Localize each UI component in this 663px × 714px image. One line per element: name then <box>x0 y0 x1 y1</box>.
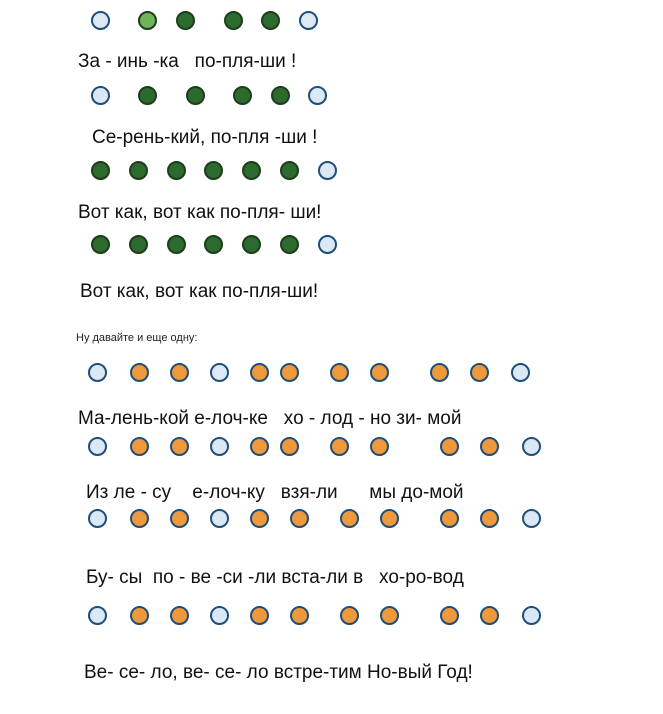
orange-circle-icon <box>340 606 359 625</box>
green-circle-icon <box>233 86 252 105</box>
orange-circle-icon <box>280 437 299 456</box>
orange-circle-icon <box>380 509 399 528</box>
lyric-line: За - инь -ка по-пля-ши ! <box>78 51 297 72</box>
orange-circle-icon <box>130 509 149 528</box>
light-circle-icon <box>522 509 541 528</box>
green-circle-icon <box>224 11 243 30</box>
orange-circle-icon <box>170 606 189 625</box>
orange-circle-icon <box>290 509 309 528</box>
lyric-line: Бу- сы по - ве -си -ли вста-ли в хо-ро-вод <box>86 567 464 588</box>
green-circle-icon <box>204 161 223 180</box>
green-circle-icon <box>280 235 299 254</box>
orange-circle-icon <box>170 509 189 528</box>
light-circle-icon <box>308 86 327 105</box>
green-circle-icon <box>91 161 110 180</box>
orange-circle-icon <box>370 363 389 382</box>
intro-text: Ну давайте и еще одну: <box>76 332 198 344</box>
orange-circle-icon <box>250 606 269 625</box>
orange-circle-icon <box>480 509 499 528</box>
orange-circle-icon <box>170 437 189 456</box>
orange-circle-icon <box>330 363 349 382</box>
light-circle-icon <box>91 11 110 30</box>
orange-circle-icon <box>430 363 449 382</box>
green-circle-icon <box>176 11 195 30</box>
light-circle-icon <box>210 363 229 382</box>
green-circle-icon <box>271 86 290 105</box>
lyric-line: Се-рень-кий, по-пля -ши ! <box>92 127 318 148</box>
orange-circle-icon <box>330 437 349 456</box>
orange-circle-icon <box>480 606 499 625</box>
orange-circle-icon <box>130 437 149 456</box>
orange-circle-icon <box>380 606 399 625</box>
light-circle-icon <box>88 437 107 456</box>
orange-circle-icon <box>290 606 309 625</box>
green-circle-icon <box>129 161 148 180</box>
light-circle-icon <box>88 606 107 625</box>
orange-circle-icon <box>440 437 459 456</box>
light-circle-icon <box>511 363 530 382</box>
green-circle-icon <box>186 86 205 105</box>
green-circle-icon <box>204 235 223 254</box>
orange-circle-icon <box>340 509 359 528</box>
orange-circle-icon <box>440 606 459 625</box>
green-circle-icon <box>91 235 110 254</box>
orange-circle-icon <box>250 437 269 456</box>
lyric-line: Из ле - су е-лоч-ку взя-ли мы до-мой <box>86 482 464 503</box>
orange-circle-icon <box>250 509 269 528</box>
light-circle-icon <box>210 509 229 528</box>
orange-circle-icon <box>130 363 149 382</box>
orange-circle-icon <box>440 509 459 528</box>
light-circle-icon <box>210 437 229 456</box>
lyric-line: Вот как, вот как по-пля-ши! <box>80 281 319 302</box>
orange-circle-icon <box>250 363 269 382</box>
green-circle-icon <box>138 86 157 105</box>
orange-circle-icon <box>130 606 149 625</box>
light-circle-icon <box>318 235 337 254</box>
lyric-line: Ве- се- ло, ве- се- ло встре-тим Но-вый Год! <box>84 662 473 683</box>
orange-circle-icon <box>170 363 189 382</box>
green-circle-icon <box>242 161 261 180</box>
green-circle-icon <box>167 161 186 180</box>
green-circle-icon <box>242 235 261 254</box>
light-circle-icon <box>522 606 541 625</box>
orange-circle-icon <box>470 363 489 382</box>
green-circle-icon <box>167 235 186 254</box>
lyric-line: Ма-лень-кой е-лоч-ке хо - лод - но зи- мой <box>78 408 462 429</box>
green-circle-icon <box>129 235 148 254</box>
green-circle-icon <box>280 161 299 180</box>
light-circle-icon <box>210 606 229 625</box>
lightgreen-circle-icon <box>138 11 157 30</box>
light-circle-icon <box>91 86 110 105</box>
orange-circle-icon <box>480 437 499 456</box>
orange-circle-icon <box>280 363 299 382</box>
green-circle-icon <box>261 11 280 30</box>
light-circle-icon <box>522 437 541 456</box>
lyric-line: Вот как, вот как по-пля- ши! <box>78 202 322 223</box>
light-circle-icon <box>88 363 107 382</box>
light-circle-icon <box>299 11 318 30</box>
orange-circle-icon <box>370 437 389 456</box>
light-circle-icon <box>318 161 337 180</box>
light-circle-icon <box>88 509 107 528</box>
